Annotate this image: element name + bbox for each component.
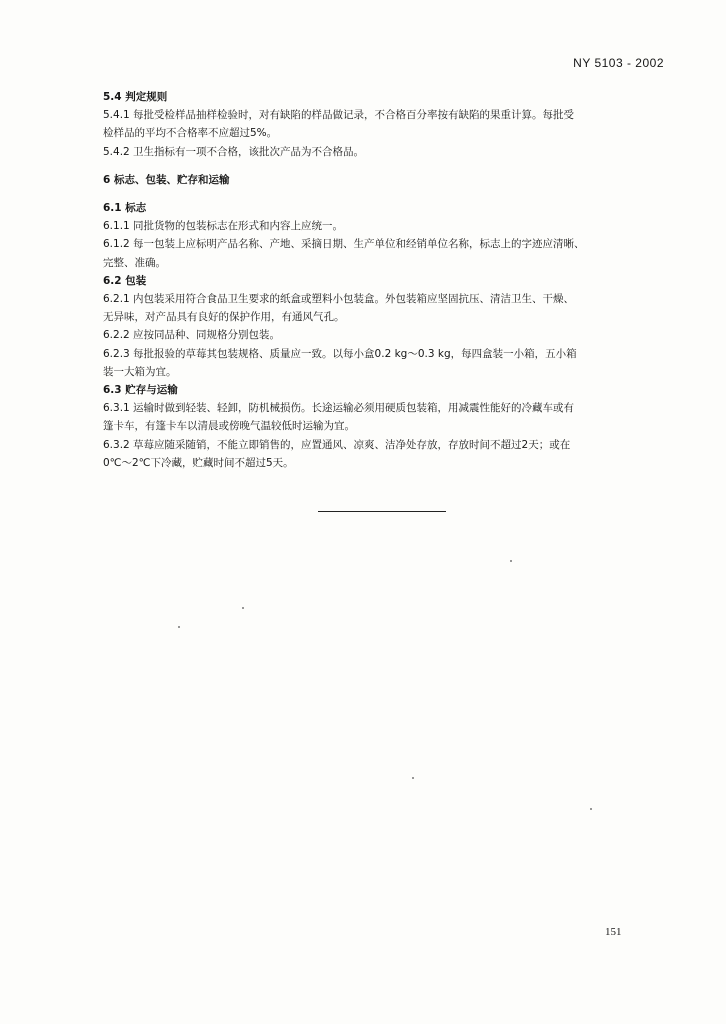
scan-speck [178, 626, 180, 628]
document-body [103, 88, 665, 472]
paragraph-5-4-1-line-1: 5.4.1 每批受检样品抽样检验时，对有缺陷的样品做记录，不合格百分率按有缺陷的果重计算。每批受 [103, 109, 575, 122]
scan-speck [412, 777, 414, 779]
heading-6-3: 6.3 贮存与运输 [103, 384, 178, 397]
paragraph-6-1-2-line-2: 完整、准确。 [103, 256, 166, 269]
end-rule [318, 511, 446, 512]
paragraph-6-2-3-line-1: 6.2.3 每批报验的草莓其包装规格、质量应一致。以每小盒0.2 kg～0.3 kg，每四盒装一小箱，五小箱 [103, 347, 577, 360]
paragraph-6-1-1: 6.1.1 同批货物的包装标志在形式和内容上应统一。 [103, 220, 344, 233]
paragraph-6-2-3-line-2: 装一大箱为宜。 [103, 365, 177, 378]
paragraph-6-3-1-line-2: 篷卡车，有篷卡车以清晨或傍晚气温较低时运输为宜。 [103, 420, 355, 433]
scan-speck [590, 808, 592, 810]
heading-6-2: 6.2 包装 [103, 274, 147, 287]
page-number: 151 [605, 926, 622, 938]
paragraph-6-3-2-line-1: 6.3.2 草莓应随采随销，不能立即销售的，应置通风、凉爽、洁净处存放，存放时间不超过2天；或在 [103, 438, 571, 451]
paragraph-6-2-2: 6.2.2 应按同品种、同规格分别包装。 [103, 329, 281, 342]
heading-6-1: 6.1 标志 [103, 202, 147, 215]
scan-speck [242, 607, 244, 609]
paragraph-6-2-1-line-1: 6.2.1 内包装采用符合食品卫生要求的纸盒或塑料小包装盒。外包装箱应坚固抗压、清洁卫生、干燥、 [103, 293, 575, 306]
paragraph-6-2-1-line-2: 无异味，对产品具有良好的保护作用，有通风气孔。 [103, 311, 345, 324]
heading-5-4: 5.4 判定规则 [103, 91, 168, 103]
paragraph-6-3-2-line-2: 0℃～2℃下冷藏，贮藏时间不超过5天。 [103, 456, 294, 469]
heading-6: 6 标志、包装、贮存和运输 [103, 173, 230, 186]
paragraph-6-1-2-line-1: 6.1.2 每一包装上应标明产品名称、产地、采摘日期、生产单位和经销单位名称，标志上的字迹应清晰、 [103, 238, 585, 251]
paragraph-5-4-1-line-2: 检样品的平均不合格率不应超过5%。 [103, 127, 278, 140]
standard-number: NY 5103 - 2002 [573, 56, 664, 70]
paragraph-5-4-2: 5.4.2 卫生指标有一项不合格，该批次产品为不合格品。 [103, 145, 365, 158]
scan-speck [510, 560, 512, 562]
paragraph-6-3-1-line-1: 6.3.1 运输时做到轻装、轻卸，防机械损伤。长途运输必须用硬质包装箱，用减震性能好的冷藏车或有 [103, 402, 575, 415]
